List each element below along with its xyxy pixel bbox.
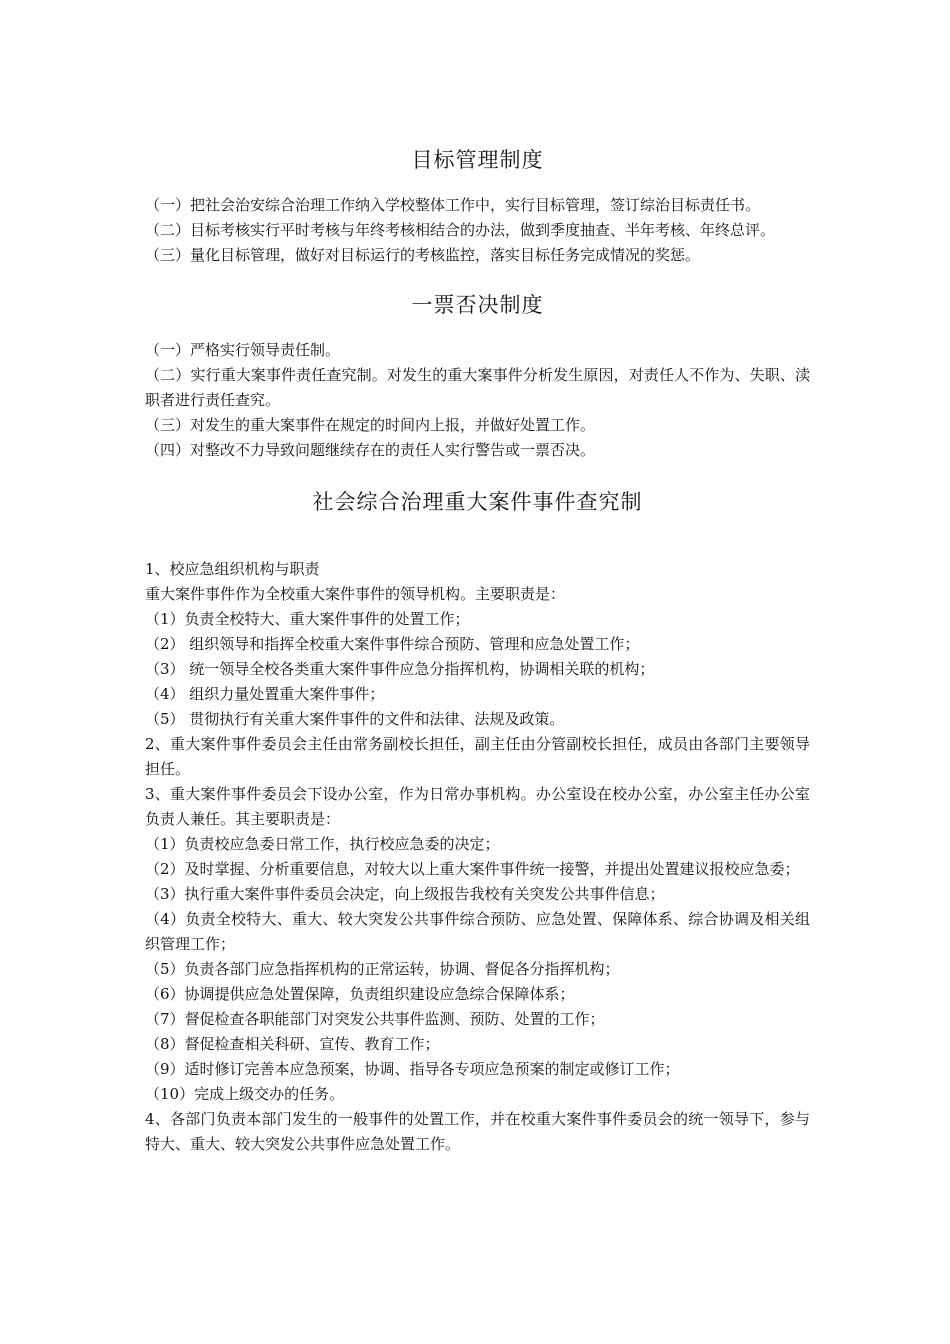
section-title-major-case-investigation: 社会综合治理重大案件事件查究制 <box>312 490 643 514</box>
document-page <box>145 145 810 1157</box>
paragraph: （三）量化目标管理，做好对目标运行的考核监控，落实目标任务完成情况的奖惩。 <box>145 246 701 264</box>
paragraph: （5） 贯彻执行有关重大案件事件的文件和法律、法规及政策。 <box>145 710 565 728</box>
paragraph: （2） 组织领导和指挥全校重大案件事件综合预防、管理和应急处置工作； <box>145 635 640 653</box>
section-title-target-management: 目标管理制度 <box>411 148 544 172</box>
paragraph: （1）负责全校特大、重大案件事件的处置工作； <box>145 610 470 628</box>
paragraph: （7）督促检查各职能部门对突发公共事件监测、预防、处置的工作； <box>145 1010 605 1028</box>
paragraph: （3）执行重大案件事件委员会决定，向上级报告我校有关突发公共事件信息； <box>145 885 665 903</box>
paragraph: （一）把社会治安综合治理工作纳入学校整体工作中，实行目标管理，签订综治目标责任书。 <box>145 196 761 214</box>
paragraph: （2）及时掌握、分析重要信息，对较大以上重大案件事件统一接警，并提出处置建议报校应急委； <box>145 860 800 878</box>
paragraph: （1）负责校应急委日常工作，执行校应急委的决定； <box>145 835 500 853</box>
paragraph: （4）负责全校特大、重大、较大突发公共事件综合预防、应急处置、保障体系、综合协调及相关组织管理工作； <box>145 910 810 953</box>
paragraph: （4） 组织力量处置重大案件事件； <box>145 685 385 703</box>
paragraph: 3、重大案件事件委员会下设办公室，作为日常办事机构。办公室设在校办公室，办公室主任办公室负责人兼任。其主要职责是： <box>145 785 810 828</box>
paragraph: 重大案件事件作为全校重大案件事件的领导机构。主要职责是： <box>145 585 566 603</box>
paragraph: （6）协调提供应急处置保障，负责组织建设应急综合保障体系； <box>145 985 575 1003</box>
paragraph: （8）督促检查相关科研、宣传、教育工作； <box>145 1035 440 1053</box>
paragraph: （四）对整改不力导致问题继续存在的责任人实行警告或一票否决。 <box>145 441 596 459</box>
paragraph: 2、重大案件事件委员会主任由常务副校长担任，副主任由分管副校长担任，成员由各部门主要领导担任。 <box>145 735 810 778</box>
paragraph: （二）目标考核实行平时考核与年终考核相结合的办法，做到季度抽查、半年考核、年终总评。 <box>145 221 776 239</box>
paragraph: （9）适时修订完善本应急预案，协调、指导各专项应急预案的制定或修订工作； <box>145 1060 680 1078</box>
paragraph: 4、各部门负责本部门发生的一般事件的处置工作，并在校重大案件事件委员会的统一领导下，参与特大、重大、较大突发公共事件应急处置工作。 <box>145 1110 810 1153</box>
paragraph: （10）完成上级交办的任务。 <box>145 1085 345 1103</box>
paragraph: （二）实行重大案事件责任查究制。对发生的重大案事件分析发生原因，对责任人不作为、失职、渎职者进行责任查究。 <box>145 366 810 409</box>
paragraph: （5）负责各部门应急指挥机构的正常运转，协调、督促各分指挥机构； <box>145 960 620 978</box>
paragraph: （3） 统一领导全校各类重大案件事件应急分指挥机构，协调相关联的机构； <box>145 660 655 678</box>
section-title-veto-system: 一票否决制度 <box>411 293 544 317</box>
paragraph: 1、校应急组织机构与职责 <box>145 560 320 578</box>
paragraph: （一）严格实行领导责任制。 <box>145 341 341 359</box>
paragraph: （三）对发生的重大案事件在规定的时间内上报，并做好处置工作。 <box>145 416 596 434</box>
